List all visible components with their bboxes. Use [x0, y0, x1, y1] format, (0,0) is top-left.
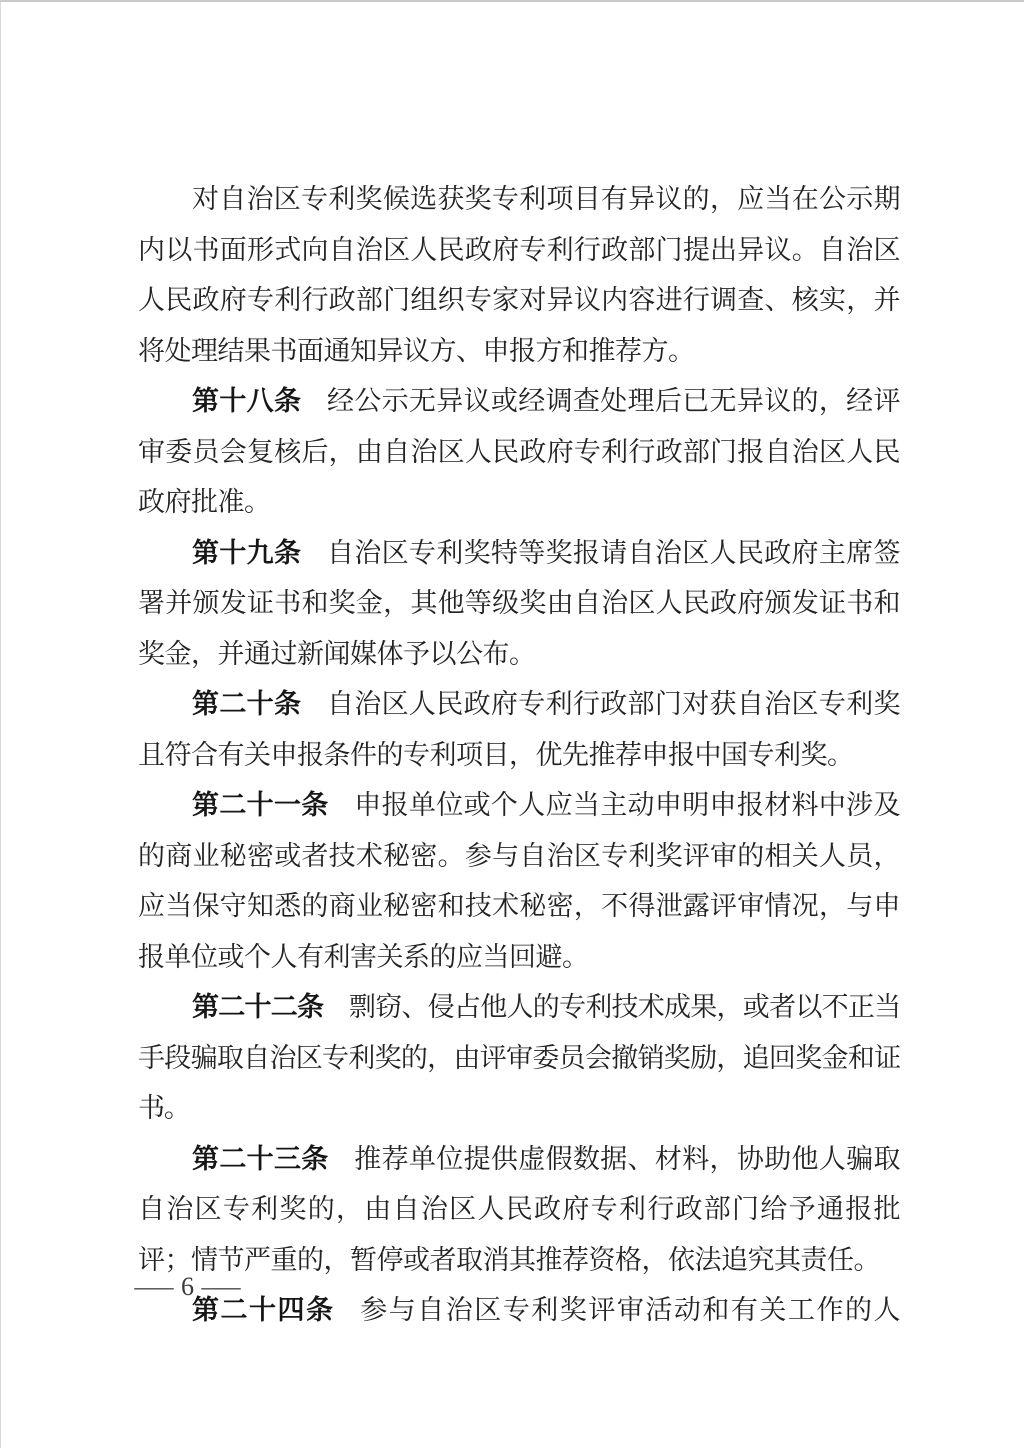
article-24-number: 第二十四条 — [192, 1295, 335, 1325]
article-19-text: 自治区专利奖特等奖报请自治区人民政府主席签署并颁发证书和奖金，其他等级奖由自治区人民政府颁发证书和奖金，并通过新闻媒体予以公布。 — [138, 537, 901, 669]
article-20 — [138, 679, 900, 780]
article-22 — [138, 982, 900, 1134]
article-23-number: 第二十三条 — [192, 1143, 329, 1174]
article-21 — [138, 780, 900, 982]
article-21-text: 申报单位或个人应当主动申明申报材料中涉及的商业秘密或者技术秘密。参与自治区专利奖评审的相关人员，应当保守知悉的商业秘密和技术秘密，不得泄露评审情况，与申报单位或个人有利害关系的应当回避。 — [138, 790, 901, 972]
paragraph-overflow-objection — [138, 174, 900, 376]
article-20-text: 自治区人民政府专利行政部门对获自治区专利奖且符合有关申报条件的专利项目，优先推荐申报中国专利奖。 — [138, 689, 901, 770]
page-number: 6 — [181, 1272, 194, 1301]
article-24 — [138, 1285, 900, 1336]
page-footer — [134, 1272, 241, 1302]
article-18 — [138, 376, 900, 528]
footer-dash-left: — — [134, 1272, 174, 1301]
article-23-text: 推荐单位提供虚假数据、材料，协助他人骗取自治区专利奖的，由自治区人民政府专利行政部门给予通报批评；情节严重的，暂停或者取消其推荐资格，依法追究其责任。 — [138, 1143, 901, 1275]
article-20-number: 第二十条 — [192, 689, 302, 719]
document-body — [138, 174, 900, 1336]
article-18-text: 经公示无异议或经调查处理后已无异议的，经评审委员会复核后，由自治区人民政府专利行政部门报自治区人民政府批准。 — [138, 386, 901, 517]
article-23 — [138, 1134, 900, 1286]
article-22-text: 剽窃、侵占他人的专利技术成果，或者以不正当手段骗取自治区专利奖的，由评审委员会撤销奖励，追回奖金和证书。 — [138, 992, 900, 1123]
article-19-number: 第十九条 — [192, 537, 302, 568]
footer-dash-right: — — [201, 1272, 241, 1301]
article-24-text: 参与自治区专利奖评审活动和有关工作的人 — [360, 1295, 900, 1325]
article-22-number: 第二十二条 — [192, 992, 324, 1022]
article-19 — [138, 528, 900, 680]
article-21-number: 第二十一条 — [192, 790, 329, 820]
paragraph-text: 对自治区专利奖候选获奖专利项目有异议的，应当在公示期内以书面形式向自治区人民政府专利行政部门提出异议。自治区人民政府专利行政部门组织专家对异议内容进行调查、核实，并将处理结果书面通知异议方、申报方和推荐方。 — [138, 184, 900, 366]
article-18-number: 第十八条 — [192, 386, 302, 416]
